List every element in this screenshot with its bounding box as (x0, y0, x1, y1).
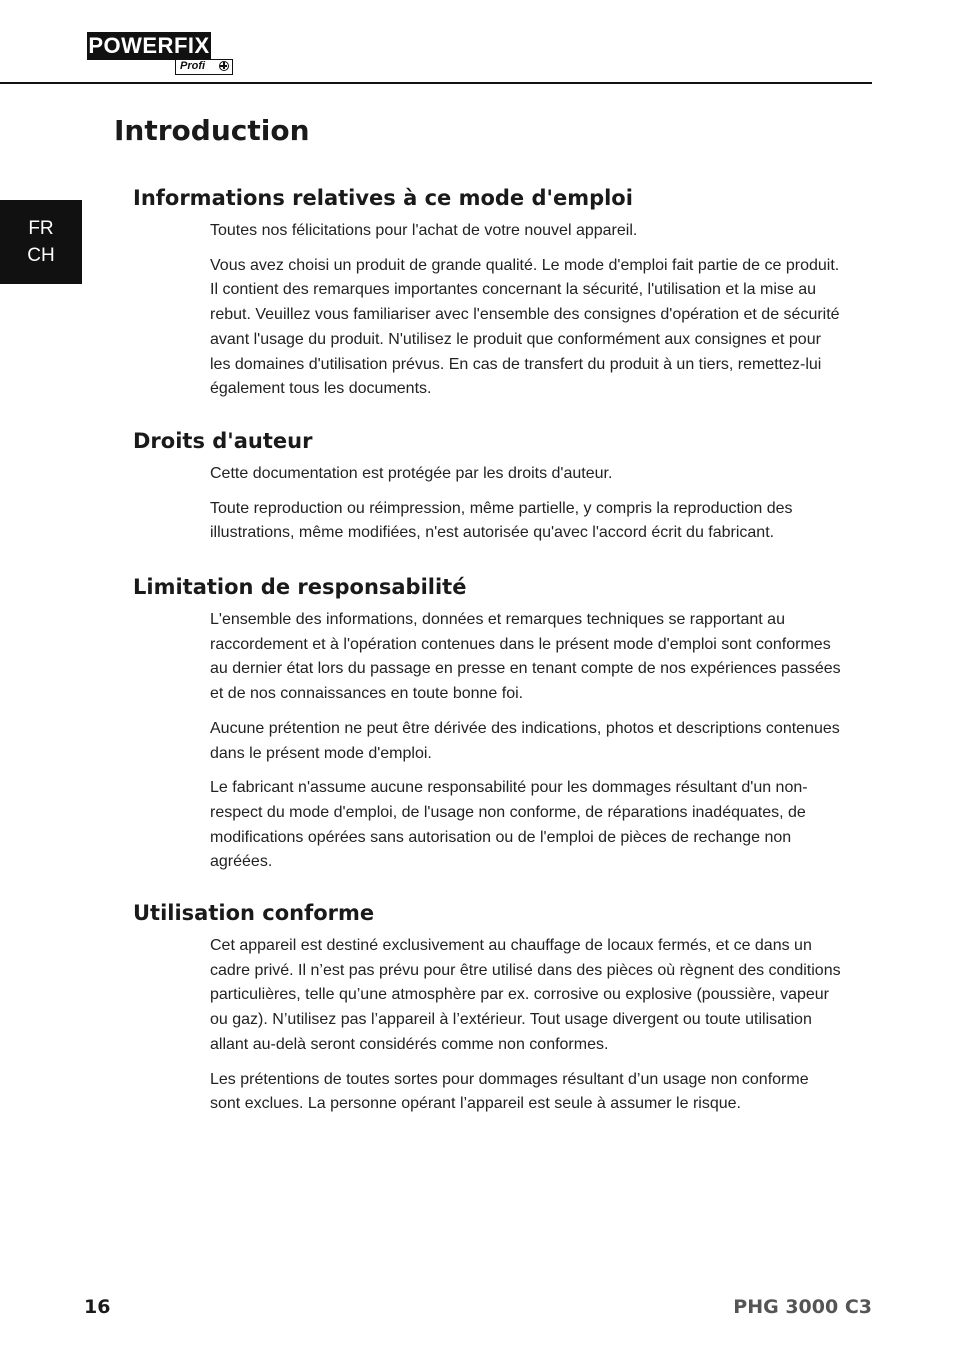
paragraph: Toute reproduction ou réimpression, même partielle, y compris la reproduction des illustrations, même modifiées, n'est autorisée qu'avec l'accord écrit du fabricant. (210, 499, 793, 542)
section-limitation (133, 573, 843, 885)
model-number: PHG 3000 C3 (733, 1296, 872, 1318)
paragraph: Vous avez choisi un produit de grande qualité. Le mode d'emploi fait partie de ce produit. Il contient des remarques importantes concernant la sécurité, l'utilisation et la mise au rebut. Veuillez vous familiariser avec l'ensemble des consignes d'opération et de sécurité avant l'usage du produit. N'utilisez le produit que conformément aux consignes et pour les domaines d'utilisation prévus. En cas de transfert du produit à un tiers, remettez-lui également tous les documents. (210, 256, 840, 398)
section-utilisation-conforme (133, 899, 843, 1127)
section-droits-auteur (133, 427, 843, 556)
paragraph: Toutes nos félicitations pour l'achat de votre nouvel appareil. (210, 222, 638, 239)
brand-sub-label: Profi (180, 60, 206, 72)
page-number: 16 (84, 1296, 111, 1318)
language-code-ch: CH (27, 245, 55, 266)
header-rule (0, 82, 872, 84)
language-tab (0, 200, 82, 284)
language-code-fr: FR (28, 218, 54, 239)
brand-sub (175, 59, 233, 75)
section-heading: Limitation de responsabilité (133, 575, 467, 599)
section-heading: Droits d'auteur (133, 429, 313, 453)
page-title: Introduction (114, 114, 310, 147)
paragraph: Les prétentions de toutes sortes pour dommages résultant d’un usage non conforme sont exclues. La personne opérant l’appareil est seule à assumer le risque. (210, 1070, 809, 1113)
paragraph: Aucune prétention ne peut être dérivée des indications, photos et descriptions contenues dans le présent mode d'emploi. (210, 719, 840, 762)
paragraph: L'ensemble des informations, données et remarques techniques se rapportant au raccordement et à l'opération contenues dans le présent mode d'emploi sont conformes au dernier état lors du passage en presse en tenant compte de nos expériences passées et de nos connaissances en toute bonne foi. (210, 611, 841, 703)
paragraph: Cet appareil est destiné exclusivement au chauffage de locaux fermés, et ce dans un cadre privé. Il n’est pas prévu pour être utilisé dans des pièces où règnent des conditions particulières, telle qu’une atmosphère par ex. corrosive ou explosive (poussière, vapeur ou gaz). N’utilisez pas l’appareil à l’extérieur. Tout usage divergent ou toute utilisation allant au-delà seront considérés comme non conformes. (210, 937, 841, 1053)
section-heading: Informations relatives à ce mode d'emploi (133, 186, 633, 210)
brand-name: POWERFIX (88, 33, 210, 58)
section-informations (133, 184, 843, 412)
brand-logo (87, 32, 235, 77)
paragraph: Le fabricant n'assume aucune responsabilité pour les dommages résultant d'un non-respect du mode d'emploi, de l'usage non conforme, de réparations inadéquates, de modifications opérées sans autorisation ou de l'emploi de pièces de rechange non agréées. (210, 779, 808, 871)
paragraph: Cette documentation est protégée par les droits d'auteur. (210, 465, 613, 482)
plus-circle-icon (219, 61, 229, 71)
section-heading: Utilisation conforme (133, 901, 375, 925)
